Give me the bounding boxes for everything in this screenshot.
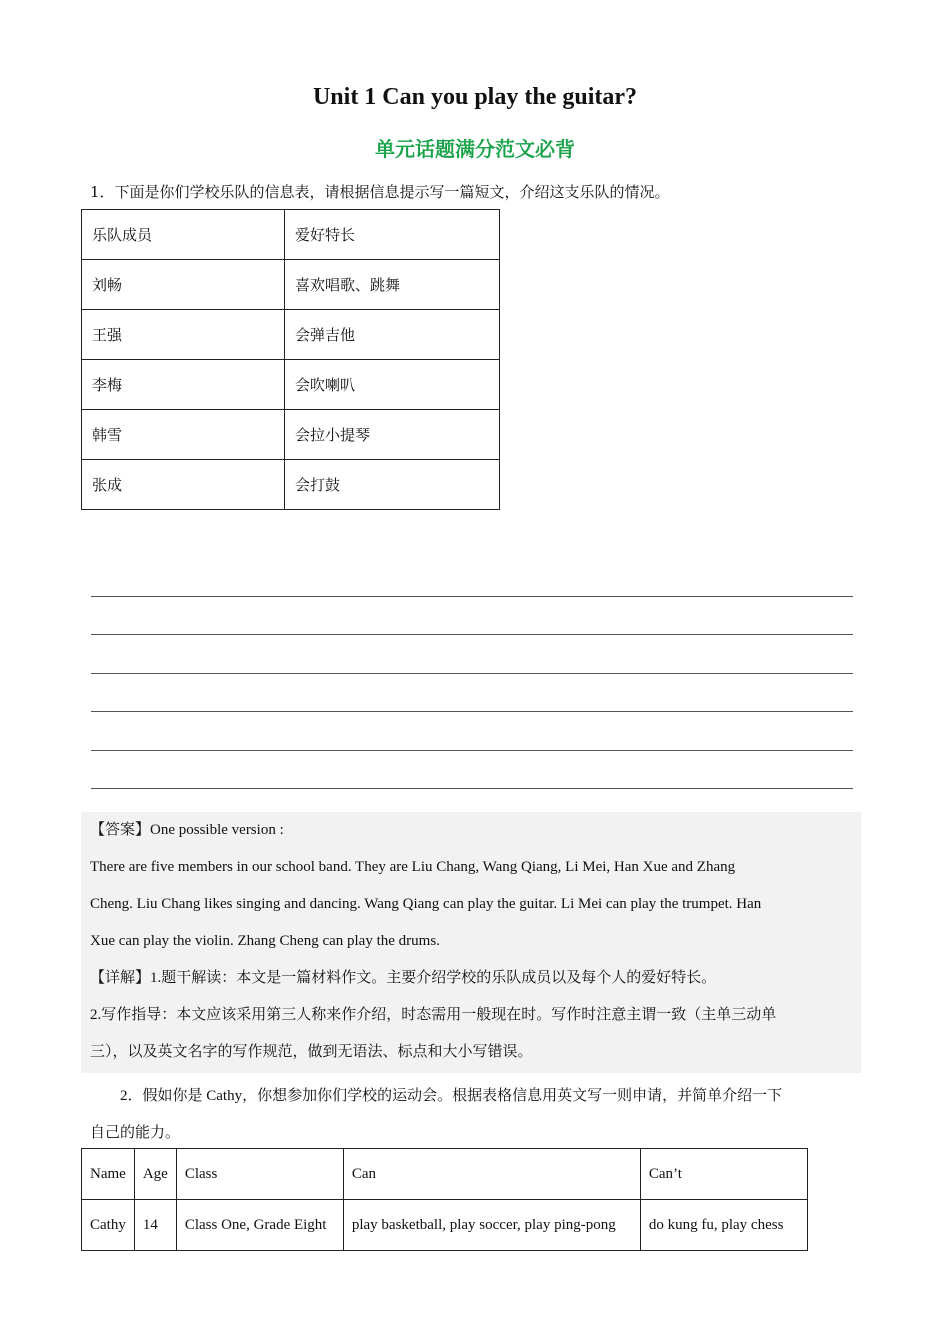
- question2-line: 2．假如你是 Cathy，你想参加你们学校的运动会。根据表格信息用英文写一则申请，并简单介绍一下: [120, 1088, 783, 1104]
- table-row: [82, 1149, 808, 1200]
- page-subtitle: 单元话题满分范文必背: [375, 137, 575, 161]
- answer-section: [90, 812, 860, 1071]
- writing-line: [91, 558, 853, 597]
- table-cell: 会弹吉他: [285, 310, 500, 360]
- writing-line: [91, 674, 853, 713]
- table-cell: 韩雪: [82, 410, 285, 460]
- detail-line: 2.写作指导：本文应该采用第三人称来作介绍，时态需用一般现在时。写作时注意主谓一致（主单三动单: [90, 1007, 777, 1023]
- table-cell: 会吹喇叭: [285, 360, 500, 410]
- table-row: [82, 460, 500, 510]
- writing-lines: [91, 558, 853, 828]
- table-cell: 会拉小提琴: [285, 410, 500, 460]
- table-row: [82, 410, 500, 460]
- table-row: [82, 260, 500, 310]
- writing-line: [91, 751, 853, 790]
- page-title: Unit 1 Can you play the guitar?: [312, 84, 638, 110]
- answer-label: 【答案】One possible version :: [90, 822, 284, 838]
- writing-line: [91, 712, 853, 751]
- question1-prompt: 1．下面是你们学校乐队的信息表，请根据信息提示写一篇短文，介绍这支乐队的情况。: [90, 183, 670, 201]
- cathy-info-table: [81, 1148, 808, 1251]
- table-header-cell: Age: [134, 1149, 176, 1200]
- table-header-cell: Can’t: [640, 1149, 807, 1200]
- answer-line: Xue can play the violin. Zhang Cheng can play the drums.: [90, 933, 440, 949]
- table-cell: do kung fu, play chess: [640, 1200, 807, 1251]
- table-cell: 张成: [82, 460, 285, 510]
- table-cell: 刘畅: [82, 260, 285, 310]
- table-row: [82, 210, 500, 260]
- table-row: [82, 310, 500, 360]
- table-cell: play basketball, play soccer, play ping-pong: [343, 1200, 640, 1251]
- table-cell: 王强: [82, 310, 285, 360]
- table-row: [82, 360, 500, 410]
- table-cell: Cathy: [82, 1200, 135, 1251]
- table-cell: 乐队成员: [82, 210, 285, 260]
- answer-line: Cheng. Liu Chang likes singing and dancing. Wang Qiang can play the guitar. Li Mei can play the trumpet. Han: [90, 896, 762, 912]
- writing-line: [91, 635, 853, 674]
- table-row: [82, 1200, 808, 1251]
- table-cell: 爱好特长: [285, 210, 500, 260]
- table-header-cell: Can: [343, 1149, 640, 1200]
- table-header-cell: Class: [176, 1149, 343, 1200]
- table-cell: 会打鼓: [285, 460, 500, 510]
- table-header-cell: Name: [82, 1149, 135, 1200]
- table-cell: 李梅: [82, 360, 285, 410]
- question2-line: 自己的能力。: [90, 1125, 181, 1141]
- question2-prompt: [90, 1078, 862, 1152]
- band-info-table: [81, 209, 500, 510]
- table-cell: 喜欢唱歌、跳舞: [285, 260, 500, 310]
- writing-line: [91, 597, 853, 636]
- detail-line: 【详解】1.题干解读：本文是一篇材料作文。主要介绍学校的乐队成员以及每个人的爱好特长。: [90, 970, 717, 986]
- table-cell: Class One, Grade Eight: [176, 1200, 343, 1251]
- detail-line: 三），以及英文名字的写作规范，做到无语法、标点和大小写错误。: [90, 1044, 533, 1060]
- table-cell: 14: [134, 1200, 176, 1251]
- answer-line: There are five members in our school band. They are Liu Chang, Wang Qiang, Li Mei, Han Xue and Zhang: [90, 859, 736, 875]
